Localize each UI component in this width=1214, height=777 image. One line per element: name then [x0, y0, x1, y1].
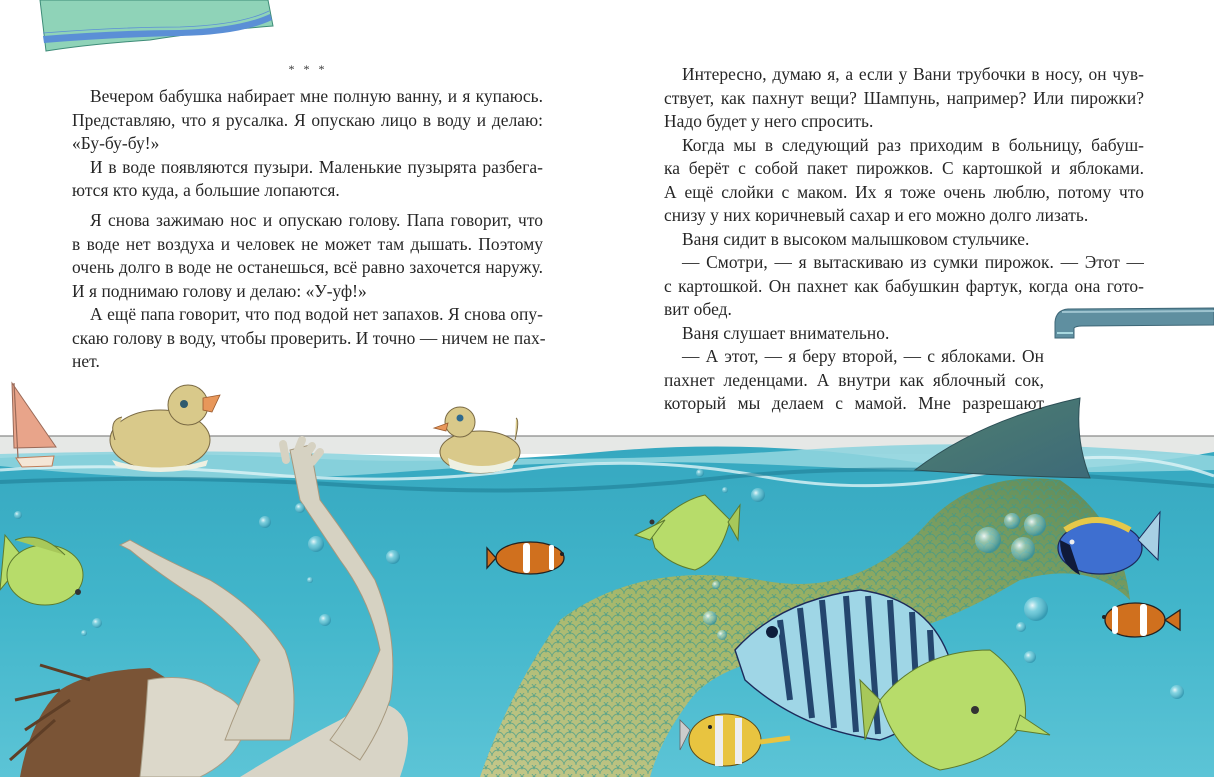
text-line: пахнет леденцами. А внутри как яблочный сок,	[664, 369, 1044, 390]
text-line: ка берёт с собой пакет пирожков. С картошкой и яблоками.	[664, 158, 1144, 178]
text-line: И я поднимаю голову и делаю: «У-уф!»	[72, 280, 367, 301]
text-line: Вечером бабушка набирает мне полную ванну, и я купаюсь.	[90, 86, 543, 106]
text-line: в воде нет воздуха и человек не может там дышать. Поэтому	[72, 233, 543, 254]
towel	[40, 0, 273, 51]
text-line: Ваня сидит в высоком малышковом стульчике.	[682, 228, 1030, 249]
text-line: снизу у них коричневый сахар и его можно долго лизать.	[664, 205, 1089, 225]
text-line: очень долго в воде не останешься, всё равно захочется наружу.	[72, 257, 543, 277]
rubber-duck-2	[434, 407, 520, 473]
text-line: ются кто куда, а большие лопаются.	[72, 180, 340, 200]
text-line: — Смотри, — я вытаскиваю из сумки пирожок. — Этот —	[682, 252, 1144, 272]
text-line: Надо будет у него спросить.	[664, 111, 874, 131]
text-line: Когда мы в следующий раз приходим в больницу, бабуш-	[682, 134, 1144, 155]
text-line: Интересно, думаю я, а если у Вани трубочки в носу, он чув-	[682, 64, 1144, 84]
text-line: Представляю, что я русалка. Я опускаю лицо в воду и делаю:	[72, 109, 543, 130]
text-line: нет.	[72, 351, 100, 371]
text-line: ствует, как пахнут вещи? Шампунь, например? Или пирожки?	[664, 87, 1144, 108]
text-line: Ваня слушает внимательно.	[682, 322, 890, 343]
text-line: Я снова зажимаю нос и опускаю голову. Папа говорит, что	[90, 210, 543, 230]
text-line: — А этот, — я беру второй, — с яблоками. Он	[682, 346, 1044, 366]
section-separator: * * *	[288, 62, 328, 76]
text-line: И в воде появляются пузыри. Маленькие пузырята разбега-	[90, 156, 543, 177]
text-line: с картошкой. Он пахнет как бабушкин фартук, когда она гото-	[664, 275, 1144, 296]
text-line: скаю голову в воду, чтобы проверить. И точно — ничем не пах-	[72, 327, 546, 348]
text-line: А ещё слойки с маком. Их я тоже очень люблю, потому что	[664, 181, 1144, 202]
text-line: вит обед.	[664, 299, 732, 319]
text-line: «Бу-бу-бу!»	[72, 133, 160, 153]
text-line: который мы делаем с мамой. Мне разрешают	[664, 393, 1044, 413]
text-line: А ещё папа говорит, что под водой нет запахов. Я снова опу-	[90, 304, 543, 324]
